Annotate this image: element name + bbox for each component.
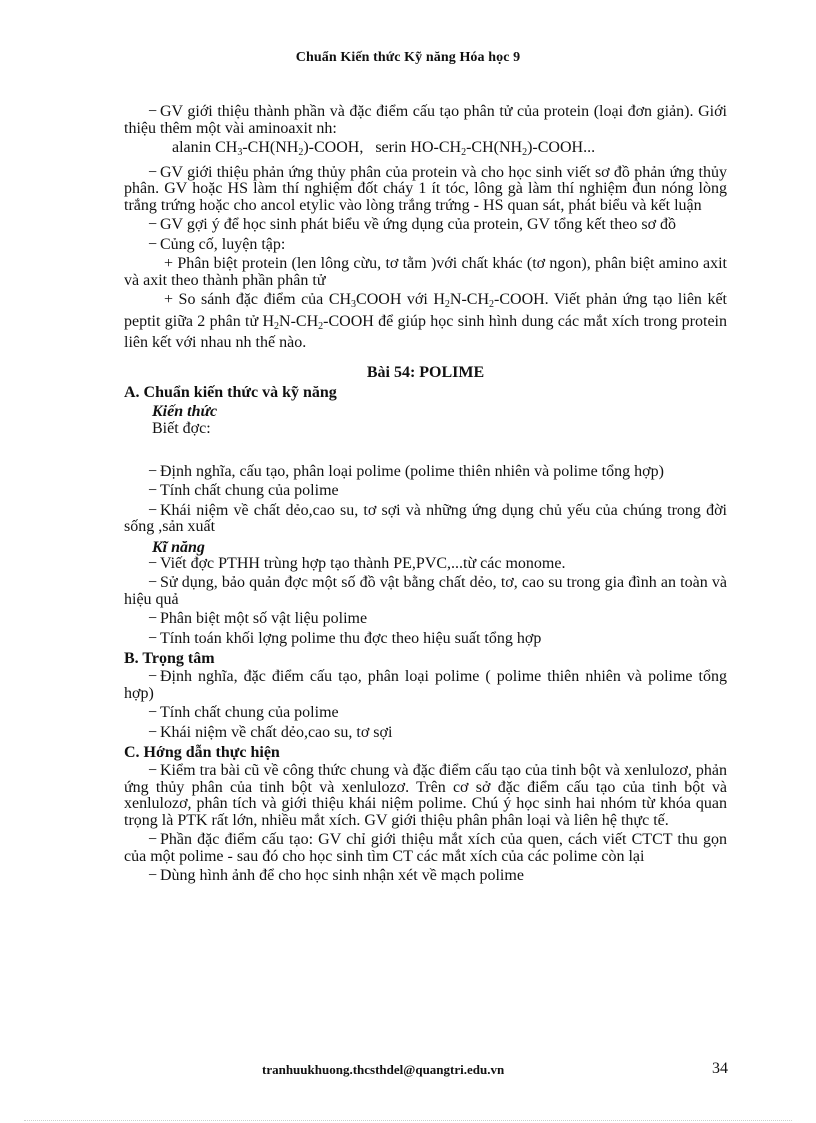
list-item-text: Viết đợc PTHH trùng hợp tạo thành PE,PVC,...từ các monome.	[160, 554, 566, 572]
dash-bullet: −	[148, 867, 158, 884]
text: -CH(NH	[466, 139, 523, 156]
subscript: 2	[461, 147, 467, 158]
paragraph	[124, 217, 727, 234]
list-item	[124, 669, 727, 702]
paragraph-text: GV giới thiệu phản ứng thủy phân của protein và cho học sinh viết sơ đồ phản ứng thủy phân. GV hoặc HS làm thí nghiệm đốt cháy 1 ít tóc, lông gà làm thí nghiệm đun nóng lòng trắng trứng hoặc cho ancol etylic vào lòng trắng trứng - HS quan sát, phát biểu và kết luận	[124, 163, 727, 214]
dash-bullet: −	[148, 762, 158, 779]
list-item-text: Khái niệm về chất dẻo,cao su, tơ sợi và những ứng dụng chủ yếu của chúng trong đời sống ,sản xuất	[124, 501, 727, 535]
amino-acid-formulas	[124, 140, 727, 162]
text: )-COOH...	[527, 139, 596, 156]
list-item-text: Phần đặc điểm cấu tạo: GV chỉ giới thiệu mắt xích của quen, cách viết CTCT thu gọn của một polime - sau đó cho học sinh tìm CT các mắt xích của các polime còn lại	[124, 831, 727, 865]
dash-bullet: −	[148, 610, 158, 627]
text: + So sánh đặc điểm của CH	[164, 291, 352, 308]
list-item	[124, 725, 727, 742]
text: serin HO-CH	[375, 139, 462, 156]
text: -CH(NH	[242, 139, 299, 156]
bottom-divider	[24, 1120, 792, 1121]
list-item-text: Phân biệt một số vật liệu polime	[160, 610, 368, 627]
dash-bullet: −	[148, 462, 158, 480]
dash-bullet: −	[148, 501, 158, 519]
paragraph-text: GV giới thiệu thành phần và đặc điểm cấu tạo phân tử của protein (loại đơn giản). Giới thiệu thêm một vài aminoaxit nh:	[124, 103, 727, 137]
paragraph-text: Củng cố, luyện tập:	[160, 235, 286, 253]
list-item	[124, 483, 727, 500]
spacer	[124, 440, 727, 464]
list-item	[124, 631, 727, 648]
dash-bullet: −	[148, 554, 158, 572]
list-item	[124, 556, 727, 573]
dash-bullet: −	[148, 723, 158, 741]
list-item-text: Tính chất chung của polime	[160, 704, 339, 721]
text: -COOH. Viết phản ứng tạo liên kết peptit giữa 2 phân tử H	[124, 291, 728, 330]
paragraph	[124, 104, 727, 137]
lesson-title: Bài 54: POLIME	[366, 363, 485, 381]
dash-bullet: −	[148, 216, 158, 233]
subheading-ki-nang: Kĩ năng	[152, 538, 205, 556]
list-item	[124, 611, 727, 628]
dash-bullet: −	[148, 163, 158, 181]
list-item	[124, 705, 727, 722]
section-heading-b: B. Trọng tâm	[124, 650, 215, 667]
list-item	[124, 868, 727, 885]
list-item	[124, 832, 727, 865]
section-heading-c: C. Hớng dẫn thực hiện	[124, 744, 280, 761]
subscript: 2	[318, 320, 324, 332]
list-item-text: Định nghĩa, cấu tạo, phân loại polime (polime thiên nhiên và polime tổng hợp)	[160, 462, 664, 480]
dash-bullet: −	[148, 831, 158, 848]
dash-bullet: −	[148, 574, 158, 591]
subheading-kien-thuc: Kiến thức	[152, 402, 218, 420]
dash-bullet: −	[148, 235, 158, 253]
biet-duoc-label: Biết đợc:	[152, 419, 211, 437]
subscript: 2	[298, 147, 304, 158]
subscript: 2	[522, 147, 528, 158]
list-item-text: Tính chất chung của polime	[160, 482, 339, 499]
page-number: 34	[712, 1060, 728, 1077]
text: N-CH	[449, 291, 490, 308]
footer-email: tranhuukhuong.thcsthdel@quangtri.edu.vn	[262, 1062, 505, 1077]
paragraph	[124, 292, 727, 352]
text: -COOH để giúp học sinh hình dung các mắt xích trong protein liên kết với nhau nh thế nào.	[124, 312, 727, 351]
subscript: 2	[444, 299, 450, 310]
list-item	[124, 464, 727, 481]
list-item-text: Dùng hình ảnh để cho học sinh nhận xét về mạch polime	[160, 867, 524, 884]
dash-bullet: −	[148, 704, 158, 721]
text: N-CH	[279, 312, 319, 330]
dash-bullet: −	[148, 668, 158, 685]
list-item-text: Tính toán khối lợng polime thu đợc theo hiệu suất tổng hợp	[160, 629, 542, 647]
subscript: 2	[489, 299, 495, 310]
dash-bullet: −	[148, 482, 158, 499]
page-header: Chuẩn Kiến thức Kỹ năng Hóa học 9	[295, 50, 521, 65]
paragraph	[124, 165, 727, 215]
list-item	[124, 503, 727, 536]
list-item-text: Kiểm tra bài cũ về công thức chung và đặc điểm cấu tạo của tinh bột và xenlulozơ, phản ứng thủy phân của tinh bột và xenlulozơ. Trên cơ sở đặc điểm cấu tạo của tinh bột và xenlulozơ, phân tích và giới thiệu khái niệm polime. Chú ý học sinh hai nhóm từ khóa quan trọng là PTK rất lớn, nhiều mắt xích. GV giới thiệu phân phân loại và liên hệ thực tế.	[124, 762, 727, 829]
subscript: 2	[274, 320, 280, 332]
text: )-COOH,	[303, 139, 364, 156]
paragraph	[124, 237, 727, 254]
dash-bullet: −	[148, 103, 158, 120]
list-item-text: Sử dụng, bảo quản đợc một số đồ vật bằng chất dẻo, tơ, cao su trong gia đình an toàn và hiệu quả	[124, 574, 727, 608]
subscript: 3	[237, 147, 243, 158]
section-heading-a: A. Chuẩn kiến thức và kỹ năng	[124, 383, 337, 401]
text: alanin CH	[172, 139, 238, 156]
text: COOH với H	[356, 291, 445, 308]
list-item-text: Khái niệm về chất dẻo,cao su, tơ sợi	[160, 723, 393, 741]
dash-bullet: −	[148, 629, 158, 647]
page-content	[124, 104, 727, 888]
paragraph-text: GV gợi ý để học sinh phát biểu về ứng dụng của protein, GV tổng kết theo sơ đồ	[160, 216, 677, 233]
list-item	[124, 575, 727, 608]
subscript: 3	[351, 299, 357, 310]
paragraph: + Phân biệt protein (len lông cừu, tơ tằm )với chất khác (tơ ngon), phân biệt amino axit và axit theo thành phần phân tử	[124, 255, 727, 289]
list-item-text: Định nghĩa, đặc điểm cấu tạo, phân loại polime ( polime thiên nhiên và polime tổng hợp)	[124, 668, 727, 702]
list-item	[124, 763, 727, 829]
